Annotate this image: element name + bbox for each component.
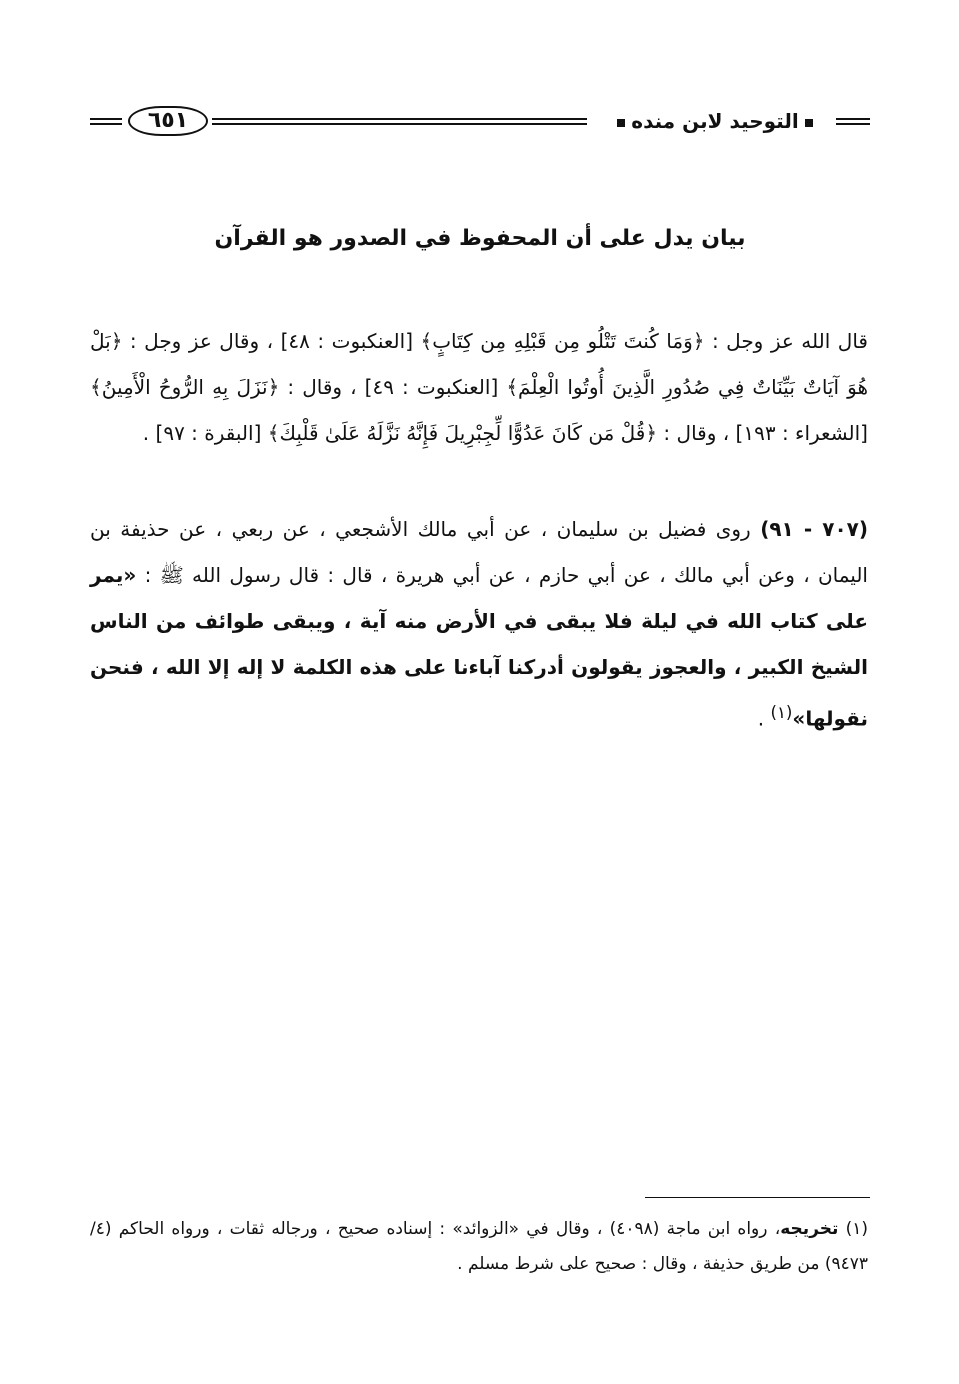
book-title-text: التوحيد لابن منده [631, 109, 799, 133]
paragraph-end: . [757, 706, 771, 731]
section-title: بيان يدل على أن المحفوظ في الصدور هو القرآن [214, 226, 746, 251]
header-rule-left [90, 118, 122, 125]
footnote-text: ، رواه ابن ماجة (٤٠٩٨) ، وقال في «الزوائد» : إسناده صحيح ، ورجاله ثقات ، ورواه الحاكم (٤/ ٩٤٧٣) من طريق حذيفة ، وقال : صحيح على شرط مسلم . [90, 1219, 868, 1274]
page-number: ٦٥١ [128, 106, 208, 136]
page-header [90, 102, 870, 142]
hadith-number: (٧٠٧ - ٩١) [760, 517, 868, 541]
hadith-paragraph [90, 506, 868, 742]
footnote-label: تخريجه [780, 1219, 839, 1239]
square-bullet-icon [617, 119, 625, 127]
square-bullet-icon [805, 119, 813, 127]
header-rule-middle [212, 118, 587, 125]
footnote-separator [645, 1197, 870, 1198]
footnote-ref: (١) [770, 703, 793, 722]
hadith-text: «يمر على كتاب الله في ليلة فلا يبقى في الأرض منه آية ، ويبقى طوائف من الناس الشيخ الكبير ، والعجوز يقولون أدركنا آباءنا على هذه الكلمة لا إله إلا الله ، فنحن نقولها» [90, 563, 868, 731]
footnote [90, 1212, 868, 1282]
header-rule-right [836, 118, 870, 125]
footnote-number: (١) [838, 1219, 868, 1239]
hadith-isnad: روى فضيل بن سليمان ، عن أبي مالك الأشجعي ، عن ربعي ، عن حذيفة بن اليمان ، وعن أبي مالك ، عن أبي حازم ، عن أبي هريرة ، قال : قال رسول الله ﷺ : [90, 517, 868, 587]
book-title [600, 108, 830, 134]
quran-verses-paragraph: قال الله عز وجل : ﴿وَمَا كُنتَ تَتْلُو مِن قَبْلِهِ مِن كِتَابٍ﴾ [العنكبوت : ٤٨] ، وقال عز وجل : ﴿بَلْ هُوَ آيَاتٌ بَيِّنَاتٌ فِي صُدُورِ الَّذِينَ أُوتُوا الْعِلْمَ﴾ [العنكبوت : ٤٩] ، وقال : ﴿نَزَلَ بِهِ الرُّوحُ الْأَمِينُ﴾ [الشعراء : ١٩٣] ، وقال : ﴿قُلْ مَن كَانَ عَدُوًّا لِّجِبْرِيلَ فَإِنَّهُ نَزَّلَهُ عَلَىٰ قَلْبِكَ﴾ [البقرة : ٩٧] . [90, 329, 868, 445]
